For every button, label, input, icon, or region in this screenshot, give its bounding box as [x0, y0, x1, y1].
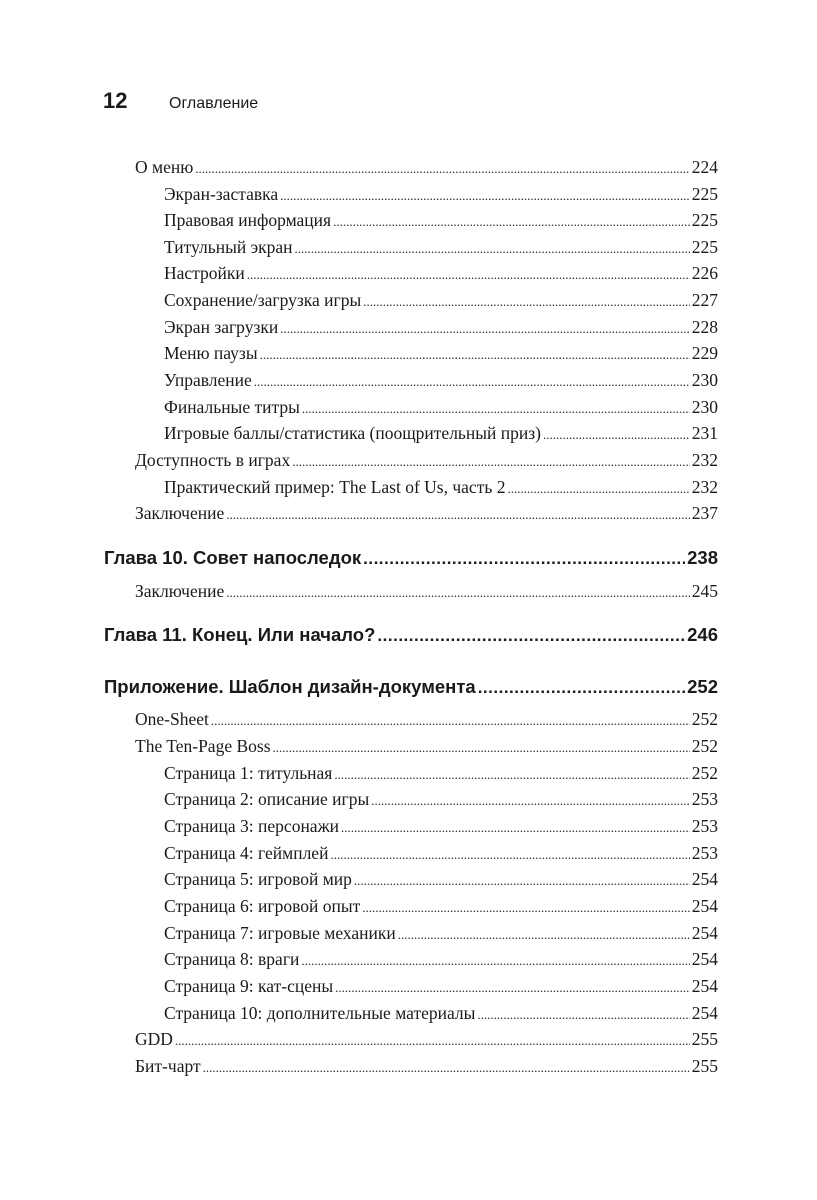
- toc-entry-page: 229: [691, 343, 718, 363]
- toc-entry-page: 252: [691, 736, 718, 756]
- toc-chapter-title: Приложение. Шаблон дизайн-документа: [104, 676, 476, 697]
- dot-leader: [363, 289, 690, 313]
- toc-entry-page: 232: [691, 477, 718, 497]
- toc-entry-page: 252: [691, 763, 718, 783]
- toc-entry-page: 228: [691, 317, 718, 337]
- toc-entry-page: 224: [691, 157, 718, 177]
- toc-entry-page: 232: [691, 450, 718, 470]
- toc-entry-title: Страница 1: титульная: [164, 763, 333, 783]
- dot-leader: [341, 815, 690, 839]
- dot-leader: [260, 342, 690, 366]
- toc-entry-title: Заключение: [135, 503, 225, 523]
- toc-entry-page: 237: [691, 503, 718, 523]
- toc-entry-title: Страница 8: враги: [164, 949, 300, 969]
- toc-entry[interactable]: [164, 209, 718, 233]
- toc-entry[interactable]: [135, 449, 718, 473]
- dot-leader: [273, 735, 690, 759]
- toc-entry[interactable]: [164, 948, 718, 972]
- toc-entry-title: Страница 3: персонажи: [164, 816, 340, 836]
- toc-entry[interactable]: [164, 762, 718, 786]
- toc-entry[interactable]: [164, 1002, 718, 1026]
- toc-entry-title: The Ten-Page Boss: [135, 736, 271, 756]
- toc-entry-page: 252: [691, 709, 718, 729]
- page-number: 12: [103, 88, 128, 113]
- dot-leader: [175, 1028, 690, 1052]
- toc-entry[interactable]: [164, 975, 718, 999]
- dot-leader: [203, 1055, 690, 1079]
- toc-entry[interactable]: [135, 1055, 718, 1079]
- toc-entry-page: 254: [691, 869, 718, 889]
- toc-entry-title: Экран загрузки: [164, 317, 279, 337]
- dot-leader: [334, 762, 689, 786]
- dot-leader: [371, 788, 690, 812]
- toc-entry-title: Игровые баллы/статистика (поощрительный приз): [164, 423, 542, 443]
- toc-chapter-page: 246: [687, 624, 718, 645]
- dot-leader: [301, 948, 689, 972]
- dot-leader: [295, 236, 690, 260]
- toc-entry-page: 254: [691, 1003, 718, 1023]
- toc-entry-page: 254: [691, 896, 718, 916]
- toc-entry-title: Экран-заставка: [164, 184, 279, 204]
- toc-entry-title: Настройки: [164, 263, 245, 283]
- toc-entry-title: Страница 6: игровой опыт: [164, 896, 361, 916]
- toc-entry-title: Сохранение/загрузка игры: [164, 290, 362, 310]
- toc-entry-page: 253: [691, 789, 718, 809]
- dot-leader: [211, 708, 690, 732]
- toc-chapter[interactable]: [104, 547, 718, 570]
- toc-entry[interactable]: [135, 502, 718, 526]
- dot-leader: [247, 262, 690, 286]
- toc-entry[interactable]: [164, 369, 718, 393]
- toc-entry-page: 253: [691, 816, 718, 836]
- toc-entry-title: О меню: [135, 157, 194, 177]
- toc-entry-title: Страница 4: геймплей: [164, 843, 329, 863]
- toc-entry-title: Страница 7: игровые механики: [164, 923, 396, 943]
- dot-leader: [335, 975, 690, 999]
- toc-entry[interactable]: [164, 788, 718, 812]
- toc-entry[interactable]: [164, 895, 718, 919]
- page-header: [103, 88, 258, 114]
- toc-chapter-page: 238: [687, 547, 718, 568]
- running-head: Оглавление: [169, 95, 259, 112]
- dot-leader: [354, 868, 690, 892]
- toc-entry-title: One-Sheet: [135, 709, 209, 729]
- toc-entry[interactable]: [164, 236, 718, 260]
- toc-entry-page: 254: [691, 923, 718, 943]
- toc-entry[interactable]: [135, 708, 718, 732]
- toc-entry[interactable]: [164, 316, 718, 340]
- toc-entry[interactable]: [164, 183, 718, 207]
- toc-entry-title: Меню паузы: [164, 343, 258, 363]
- toc-entry-title: Доступность в играх: [135, 450, 291, 470]
- toc-entry-page: 254: [691, 949, 718, 969]
- dot-leader: [333, 209, 690, 233]
- toc-entry[interactable]: [164, 262, 718, 286]
- toc-entry[interactable]: [164, 422, 718, 446]
- dot-leader: [302, 396, 690, 420]
- toc-entry-page: 231: [691, 423, 718, 443]
- toc-chapter[interactable]: [104, 676, 718, 699]
- toc-entry-title: GDD: [135, 1029, 173, 1049]
- toc-entry-page: 230: [691, 397, 718, 417]
- toc-entry-page: 255: [691, 1029, 718, 1049]
- dot-leader: [226, 580, 690, 604]
- dot-leader: [507, 476, 689, 500]
- toc-entry-page: 254: [691, 976, 718, 996]
- dot-leader: [280, 316, 690, 340]
- toc-entry-title: Правовая информация: [164, 210, 332, 230]
- toc-entry[interactable]: [164, 842, 718, 866]
- dot-leader: [398, 922, 690, 946]
- toc-entry-page: 230: [691, 370, 718, 390]
- dot-leader: [478, 676, 685, 699]
- toc-entry[interactable]: [164, 476, 718, 500]
- dot-leader: [292, 449, 690, 473]
- toc-entry[interactable]: [164, 289, 718, 313]
- toc-entry[interactable]: [164, 868, 718, 892]
- toc-entry[interactable]: [135, 156, 718, 180]
- toc-entry-title: Заключение: [135, 581, 225, 601]
- toc-entry-page: 226: [691, 263, 718, 283]
- toc-entry-page: 255: [691, 1056, 718, 1076]
- toc-chapter[interactable]: [104, 624, 718, 647]
- dot-leader: [543, 422, 690, 446]
- toc-entry[interactable]: [164, 815, 718, 839]
- toc-entry-title: Управление: [164, 370, 252, 390]
- dot-leader: [362, 895, 690, 919]
- dot-leader: [254, 369, 690, 393]
- toc-entry-page: 225: [691, 210, 718, 230]
- toc-entry-title: Страница 10: дополнительные материалы: [164, 1003, 476, 1023]
- toc-entry-title: Бит-чарт: [135, 1056, 201, 1076]
- toc-entry[interactable]: [135, 735, 718, 759]
- toc-entry-page: 225: [691, 237, 718, 257]
- toc-chapter-title: Глава 11. Конец. Или начало?: [104, 624, 376, 645]
- toc-entry-page: 253: [691, 843, 718, 863]
- toc-entry-title: Финальные титры: [164, 397, 300, 417]
- toc-entry[interactable]: [135, 1028, 718, 1052]
- toc-entry[interactable]: [164, 396, 718, 420]
- toc-chapter-page: 252: [687, 676, 718, 697]
- toc-entry[interactable]: [164, 922, 718, 946]
- dot-leader: [280, 183, 690, 207]
- toc-entry[interactable]: [135, 580, 718, 604]
- dot-leader: [226, 502, 690, 526]
- dot-leader: [363, 547, 685, 570]
- dot-leader: [195, 156, 689, 180]
- toc-entry-title: Страница 2: описание игры: [164, 789, 370, 809]
- toc-entry-title: Страница 5: игровой мир: [164, 869, 352, 889]
- toc-entry-page: 227: [691, 290, 718, 310]
- dot-leader: [377, 624, 685, 647]
- toc-entry-title: Титульный экран: [164, 237, 293, 257]
- dot-leader: [477, 1002, 689, 1026]
- dot-leader: [330, 842, 689, 866]
- toc-entry-title: Страница 9: кат-сцены: [164, 976, 334, 996]
- toc-entry[interactable]: [164, 342, 718, 366]
- toc-entry-page: 245: [691, 581, 718, 601]
- toc-chapter-title: Глава 10. Совет напоследок: [104, 547, 362, 568]
- toc-entry-page: 225: [691, 184, 718, 204]
- toc-entry-title: Практический пример: The Last of Us, часть 2: [164, 477, 506, 497]
